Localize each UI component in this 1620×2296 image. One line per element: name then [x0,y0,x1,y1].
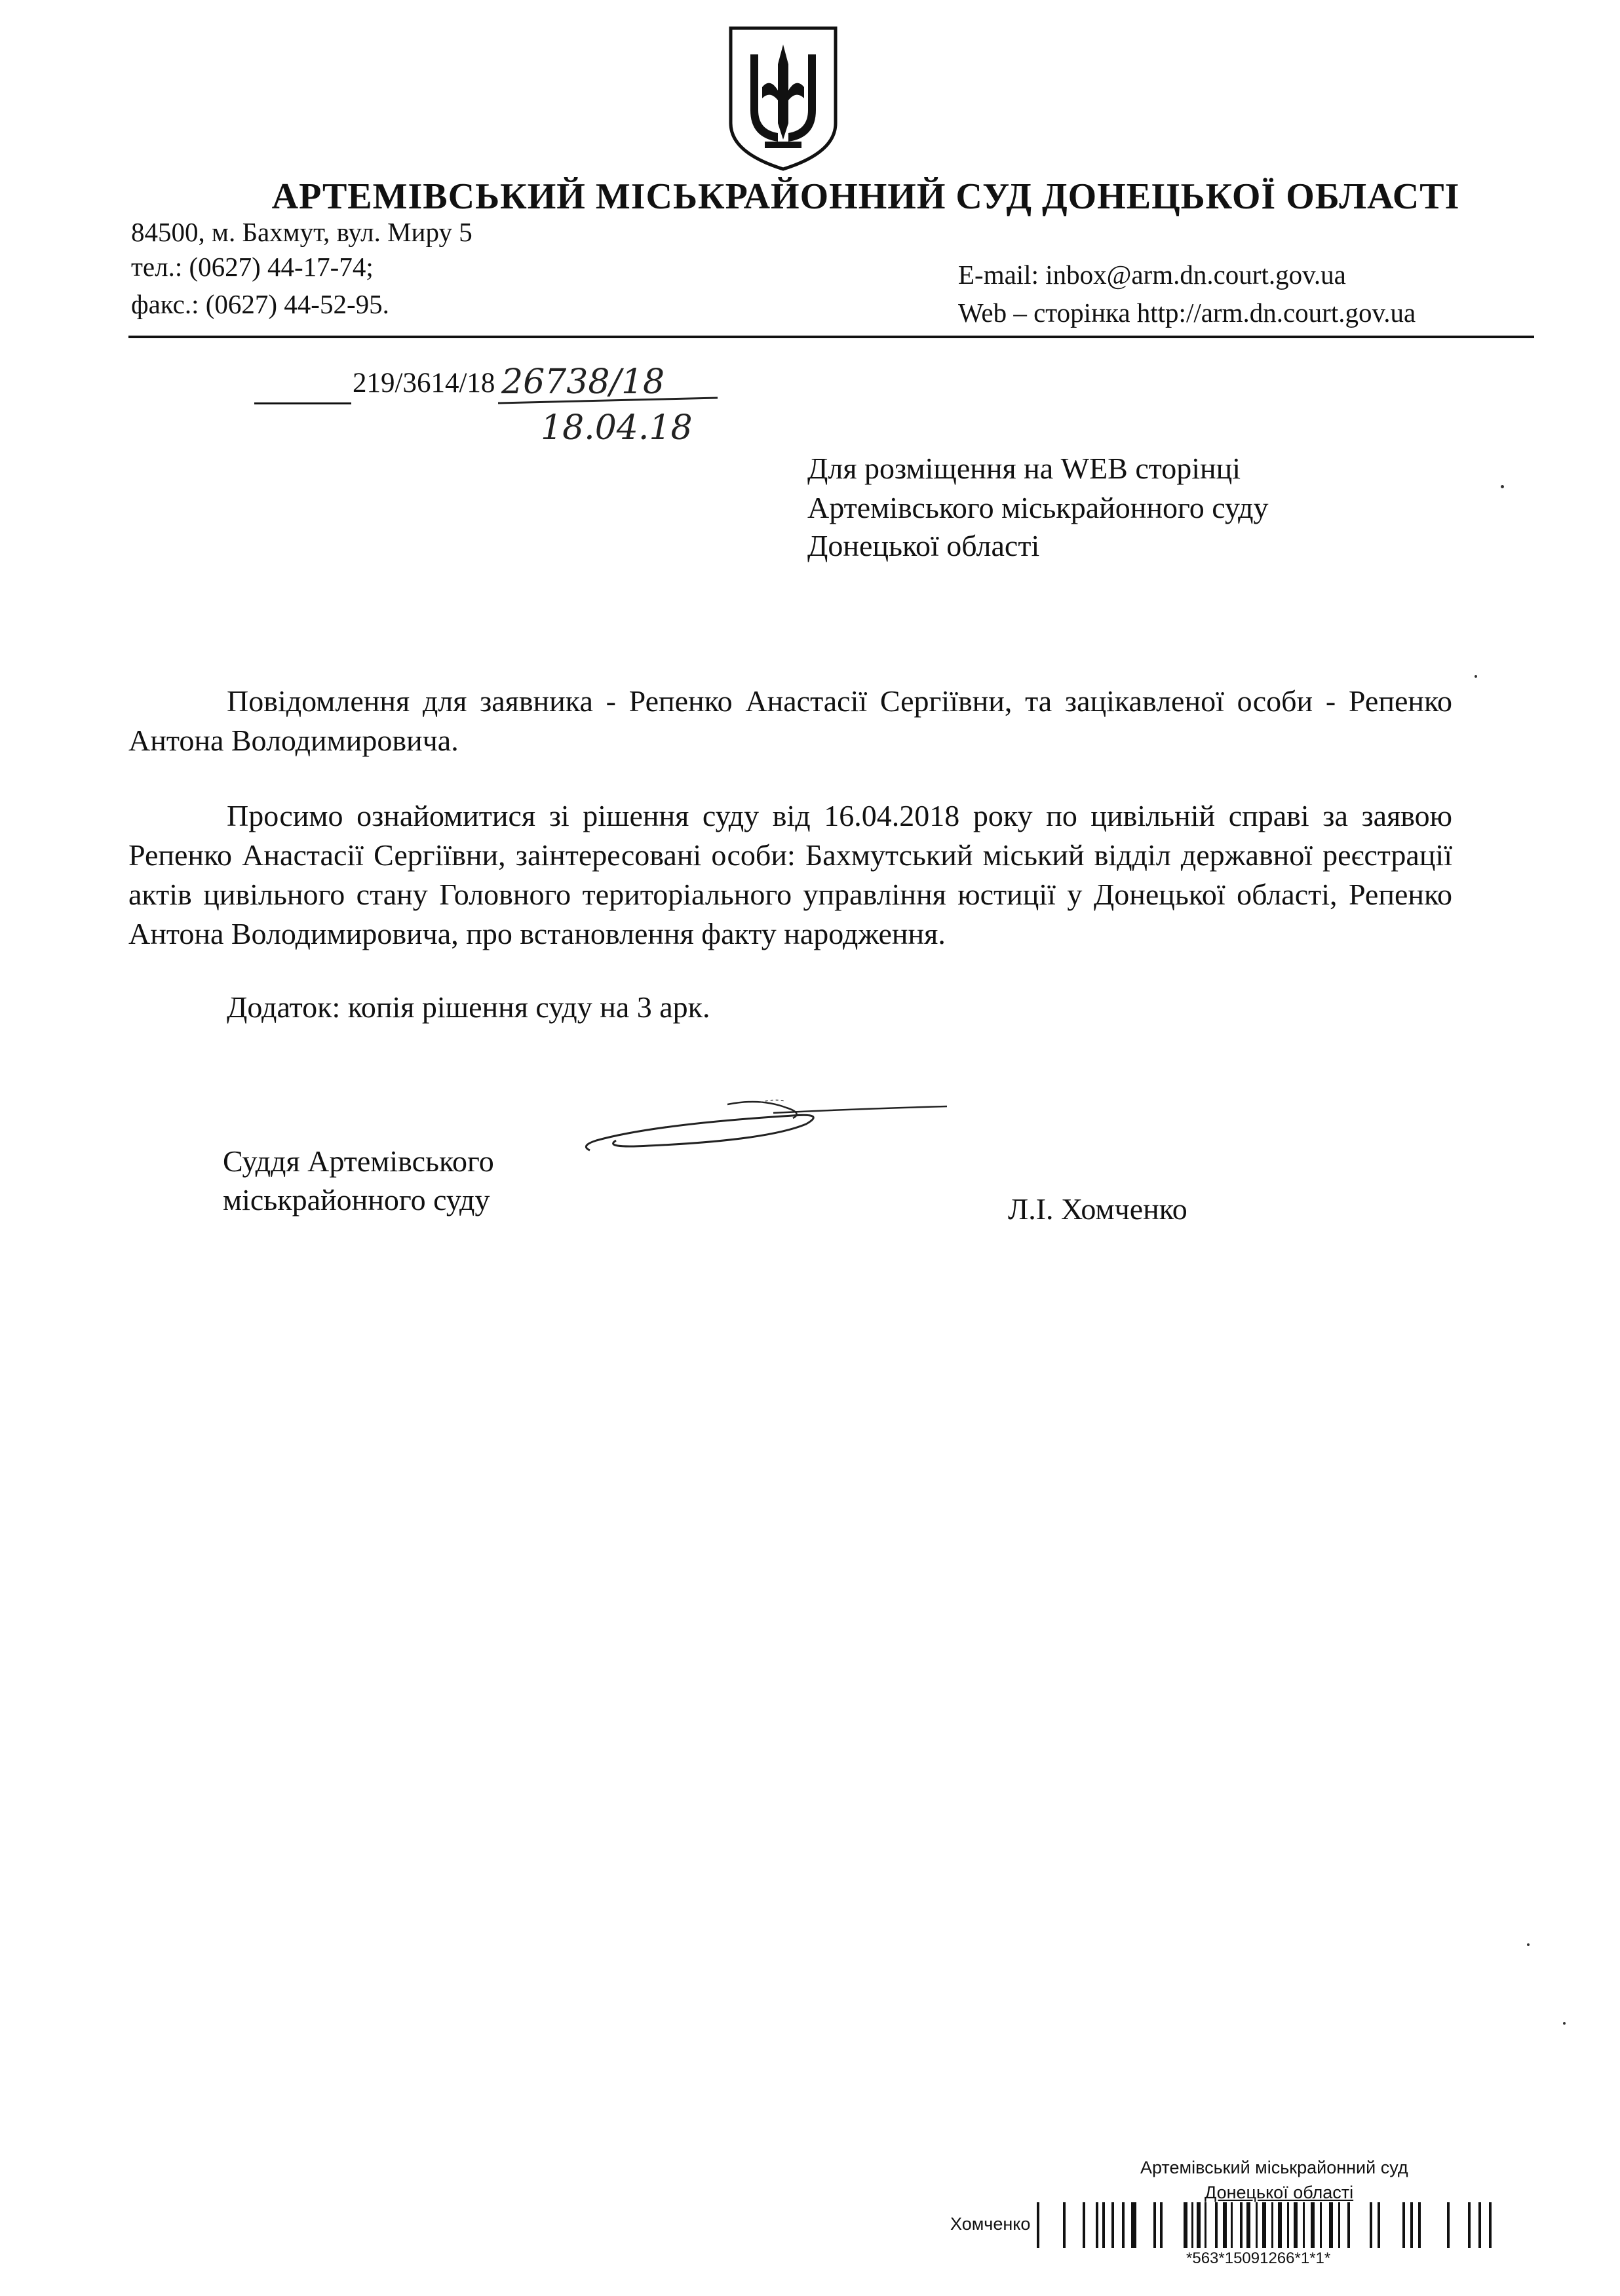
header-divider [128,336,1534,338]
barcode-number: *563*15091266*1*1* [1186,2249,1331,2267]
handwritten-outgoing-number: 26738/18 [501,362,665,402]
addressee-line-3: Донецької області [807,529,1040,562]
handwritten-reference [495,357,731,449]
addressee-line-1: Для розміщення на WEB сторінці [807,452,1241,485]
court-address: 84500, м. Бахмут, вул. Миру 5 [131,217,473,247]
stamp-judge-name: Хомченко [950,2214,1031,2234]
reference-number: 219/3614/18 [353,368,495,399]
handwritten-date: 18.04.18 [541,408,693,448]
scan-speck [1475,675,1477,678]
coat-of-arms-icon [724,25,842,172]
scan-speck [1501,485,1504,488]
judge-title-line-2: міськрайонного суду [223,1183,490,1216]
scan-speck [1563,2022,1566,2025]
document-barcode [1035,2202,1520,2248]
addressee-line-2: Артемівського міськрайонного суду [807,491,1269,524]
scan-speck [1527,1943,1530,1946]
notice-paragraph [128,682,1452,760]
appendix-note: Додаток: копія рішення суду на 3 арк. [227,990,710,1024]
stamp-region: Донецької області [1205,2183,1354,2202]
court-email: E-mail: inbox@arm.dn.court.gov.ua [958,260,1346,290]
court-website: Web – сторінка http://arm.dn.court.gov.ua [958,298,1416,328]
reference-blank-line [254,402,351,404]
court-fax: факс.: (0627) 44-52-95. [131,289,389,319]
stamp-court-name: Артемівський міськрайонний суд [1140,2158,1408,2177]
court-name: АРТЕМІВСЬКИЙ МІСЬКРАЙОННИЙ СУД ДОНЕЦЬКОЇ ОБЛАСТІ [271,176,1460,217]
judge-name: Л.І. Хомченко [1008,1192,1187,1226]
handwritten-signature [577,1075,957,1173]
notice-text: Повідомлення для заявника - Репенко Анастасії Сергіївни, та зацікавленої особи - Репенко Антона Володимировича. [128,684,1452,757]
request-text: Просимо ознайомитися зі рішення суду від 16.04.2018 року по цивільній справі за заявою Репенко Анастасії Сергіївни, заінтересовані особи: Бахмутський міський відділ державної реєстрації актів цивільного стану Головного територіального управління юстиції у Донецької області, Репенко Антона Володимировича, про встановлення факту народження. [128,799,1452,950]
request-paragraph [128,796,1452,954]
court-phone: тел.: (0627) 44-17-74; [131,252,374,282]
judge-title-line-1: Суддя Артемівського [223,1144,494,1178]
